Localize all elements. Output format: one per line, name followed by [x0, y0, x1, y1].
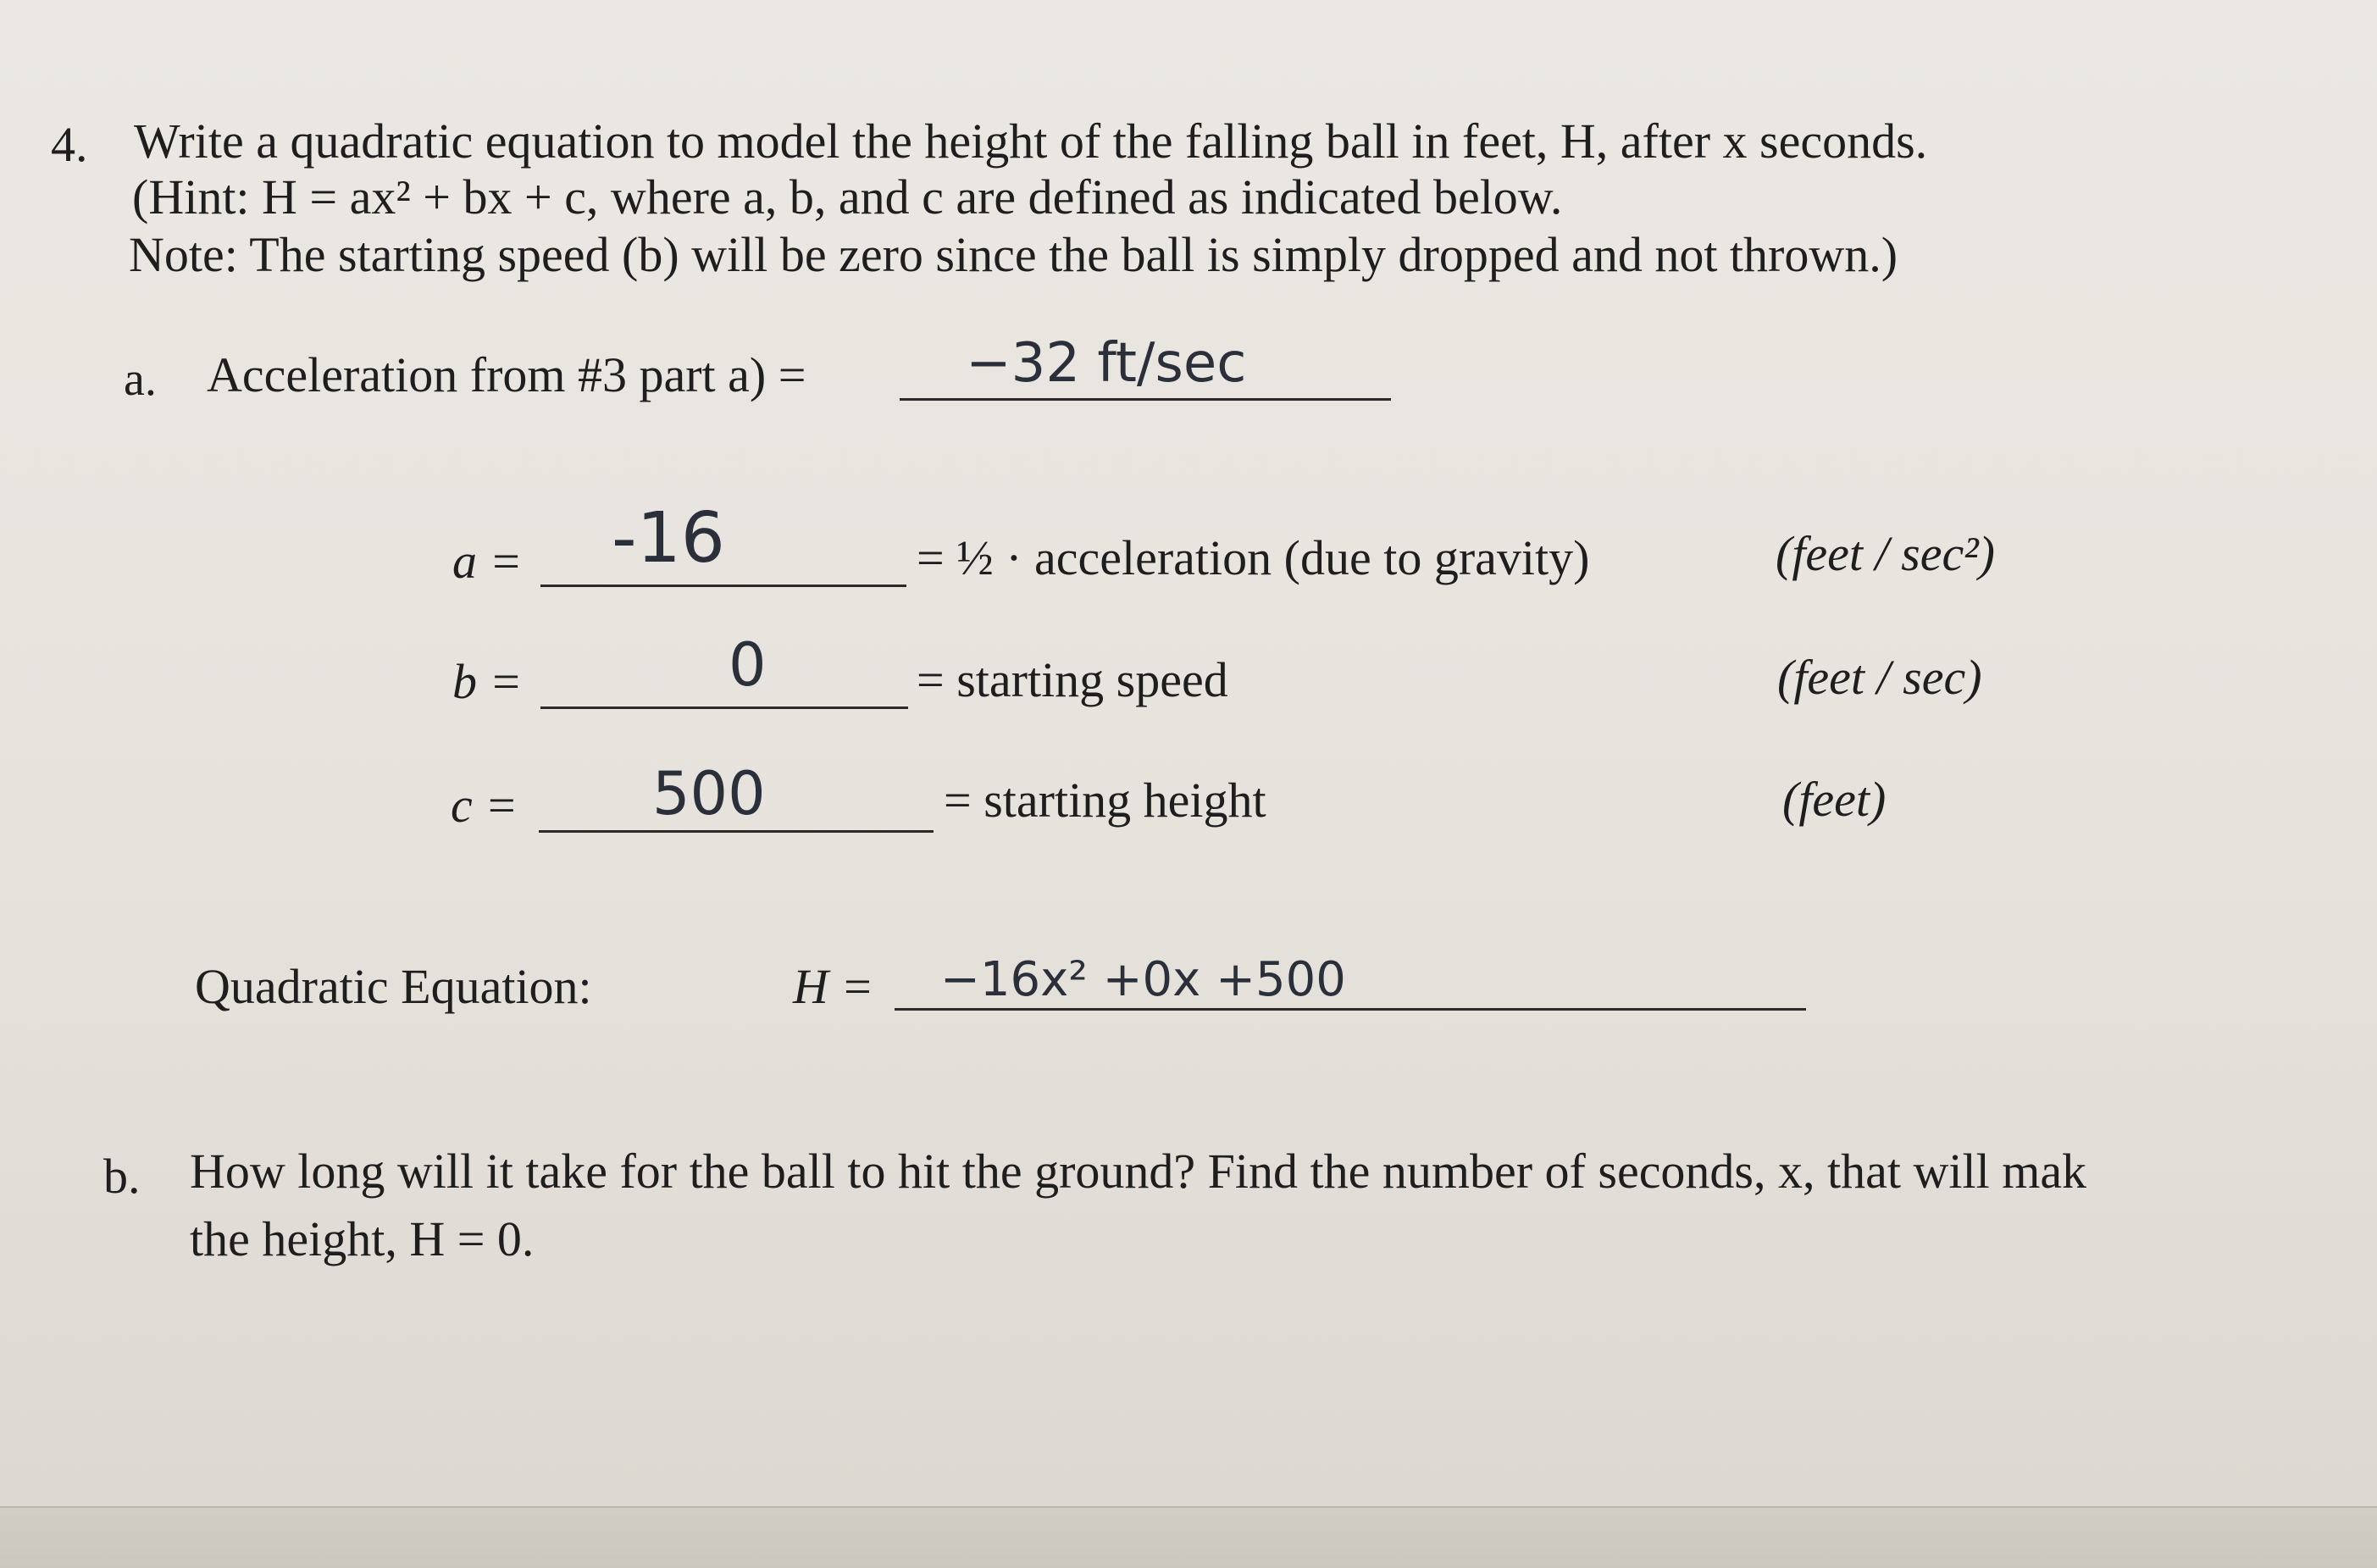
part-b-question-line-1: How long will it take for the ball to hit the ground? Find the number of seconds, x, that will mak	[190, 1144, 2087, 1199]
problem-number: 4.	[51, 117, 88, 172]
var-b-answer-line	[540, 706, 908, 709]
quadratic-equation-label: Quadratic Equation:	[195, 959, 592, 1014]
problem-hint-line: (Hint: H = ax² + bx + c, where a, b, and c are defined as indicated below.	[132, 169, 1563, 224]
part-a-marker: a.	[124, 353, 157, 406]
var-b-handwritten-answer: 0	[729, 630, 767, 700]
var-c-description: = starting height	[944, 773, 1266, 828]
var-c-unit: (feet)	[1782, 772, 1887, 827]
equation-lhs: H =	[793, 959, 874, 1014]
var-a-answer-line	[540, 585, 906, 587]
acceleration-handwritten-answer: −32 ft/sec	[966, 332, 1247, 395]
problem-note-line: Note: The starting speed (b) will be zero since the ball is simply dropped and not thrown.)	[129, 227, 1898, 282]
acceleration-label: Acceleration from #3 part a) =	[207, 347, 806, 402]
var-c-label: c =	[451, 778, 518, 833]
var-a-description: = ½ · acceleration (due to gravity)	[917, 530, 1590, 585]
var-b-unit: (feet / sec)	[1777, 650, 1982, 705]
equation-answer-line	[895, 1008, 1806, 1011]
part-b-question-line-2: the height, H = 0.	[190, 1211, 535, 1266]
equation-handwritten-answer: −16x² +0x +500	[940, 952, 1346, 1007]
var-a-label: a =	[452, 534, 523, 589]
var-b-label: b =	[452, 654, 523, 709]
var-b-description: = starting speed	[917, 652, 1228, 707]
page-bottom-edge	[0, 1506, 2377, 1568]
part-b-marker: b.	[103, 1149, 141, 1204]
var-a-unit: (feet / sec²)	[1776, 526, 1995, 581]
acceleration-answer-line	[900, 398, 1391, 401]
problem-statement-line-1: Write a quadratic equation to model the height of the falling ball in feet, H, after x seconds.	[134, 114, 1928, 169]
var-a-handwritten-answer: -16	[612, 498, 725, 579]
var-c-handwritten-answer: 500	[652, 759, 766, 828]
var-c-answer-line	[539, 830, 934, 833]
